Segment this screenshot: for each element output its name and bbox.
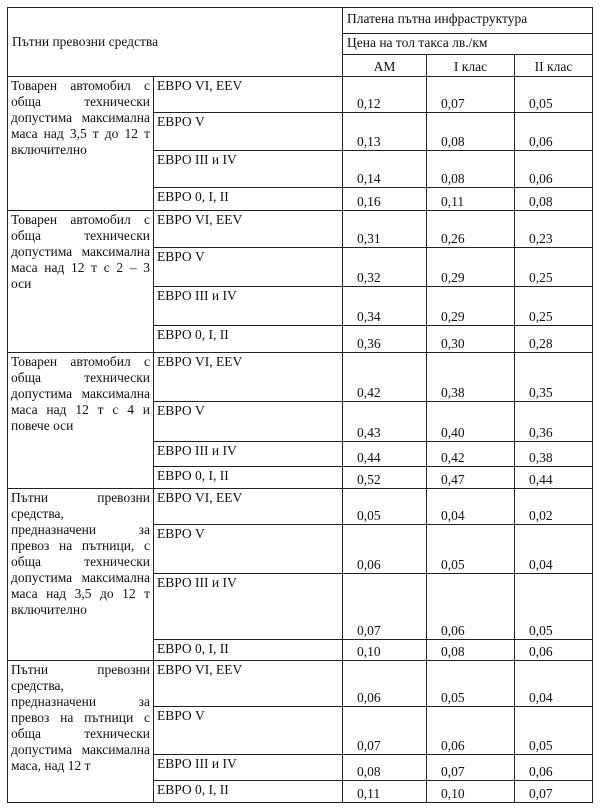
- price-am: 0,43: [343, 402, 427, 442]
- emission-norm: ЕВРО 0, I, II: [154, 781, 343, 803]
- price-class-2: 0,38: [515, 442, 593, 467]
- emission-norm: ЕВРО 0, I, II: [154, 467, 343, 489]
- price-class-2: 0,05: [515, 574, 593, 640]
- emission-norm: ЕВРО VI, EEV: [154, 353, 343, 402]
- price-class-2: 0,04: [515, 661, 593, 707]
- price-class-2: 0,05: [515, 707, 593, 755]
- price-class-1: 0,10: [427, 781, 515, 803]
- price-am: 0,42: [343, 353, 427, 402]
- price-am: 0,13: [343, 113, 427, 151]
- table-body: [8, 77, 593, 803]
- price-am: 0,08: [343, 755, 427, 781]
- toll-table: [7, 7, 593, 803]
- price-class-2: 0,07: [515, 781, 593, 803]
- price-class-2: 0,06: [515, 640, 593, 661]
- price-class-2: 0,08: [515, 188, 593, 211]
- header-paid-infrastructure: Платена пътна инфраструктура: [343, 8, 593, 34]
- emission-norm: ЕВРО III и IV: [154, 755, 343, 781]
- price-class-2: 0,25: [515, 287, 593, 326]
- price-class-2: 0,23: [515, 211, 593, 248]
- price-class-2: 0,44: [515, 467, 593, 489]
- price-am: 0,36: [343, 326, 427, 353]
- price-am: 0,07: [343, 707, 427, 755]
- emission-norm: ЕВРО III и IV: [154, 442, 343, 467]
- emission-norm: ЕВРО V: [154, 248, 343, 287]
- price-am: 0,44: [343, 442, 427, 467]
- price-am: 0,31: [343, 211, 427, 248]
- price-am: 0,32: [343, 248, 427, 287]
- emission-norm: ЕВРО V: [154, 402, 343, 442]
- price-class-2: 0,04: [515, 525, 593, 574]
- price-class-1: 0,08: [427, 113, 515, 151]
- emission-norm: ЕВРО VI, EEV: [154, 211, 343, 248]
- emission-norm: ЕВРО V: [154, 113, 343, 151]
- price-class-1: 0,11: [427, 188, 515, 211]
- vehicle-category: Пътни превозни средства, предназначени за превоз на пътници, с обща технически допустима максимална маса над 3,5 до 12 т включително: [8, 489, 154, 661]
- emission-norm: ЕВРО V: [154, 525, 343, 574]
- price-class-2: 0,28: [515, 326, 593, 353]
- emission-norm: ЕВРО III и IV: [154, 574, 343, 640]
- price-class-2: 0,36: [515, 402, 593, 442]
- price-am: 0,16: [343, 188, 427, 211]
- emission-norm: ЕВРО VI, EEV: [154, 489, 343, 525]
- price-class-1: 0,08: [427, 151, 515, 188]
- table-row: [8, 489, 593, 525]
- price-am: 0,14: [343, 151, 427, 188]
- price-am: 0,10: [343, 640, 427, 661]
- price-class-1: 0,07: [427, 755, 515, 781]
- header-col-class-2: II клас: [515, 55, 593, 77]
- emission-norm: ЕВРО 0, I, II: [154, 326, 343, 353]
- vehicle-category: Пътни превозни средства, предназначени за превоз на пътници с обща технически допустима максимална маса, над 12 т: [8, 661, 154, 803]
- price-am: 0,06: [343, 525, 427, 574]
- header-col-am: АМ: [343, 55, 427, 77]
- emission-norm: ЕВРО 0, I, II: [154, 188, 343, 211]
- price-class-1: 0,38: [427, 353, 515, 402]
- table-row: [8, 353, 593, 402]
- price-class-1: 0,06: [427, 574, 515, 640]
- price-class-2: 0,06: [515, 151, 593, 188]
- price-am: 0,34: [343, 287, 427, 326]
- price-class-2: 0,02: [515, 489, 593, 525]
- price-am: 0,05: [343, 489, 427, 525]
- price-class-1: 0,29: [427, 287, 515, 326]
- price-am: 0,07: [343, 574, 427, 640]
- header-vehicles: Пътни превозни средства: [8, 8, 343, 77]
- emission-norm: ЕВРО VI, EEV: [154, 661, 343, 707]
- price-class-1: 0,40: [427, 402, 515, 442]
- price-class-2: 0,06: [515, 755, 593, 781]
- vehicle-category: Товарен автомобил с обща технически допустима максимална маса над 12 т с 2 – 3 оси: [8, 211, 154, 353]
- price-class-1: 0,06: [427, 707, 515, 755]
- price-class-2: 0,35: [515, 353, 593, 402]
- emission-norm: ЕВРО VI, EEV: [154, 77, 343, 113]
- price-class-1: 0,47: [427, 467, 515, 489]
- price-class-2: 0,06: [515, 113, 593, 151]
- price-class-1: 0,42: [427, 442, 515, 467]
- price-class-1: 0,29: [427, 248, 515, 287]
- header-col-class-1: I клас: [427, 55, 515, 77]
- price-am: 0,52: [343, 467, 427, 489]
- vehicle-category: Товарен автомобил с обща технически допустима максимална маса над 12 т с 4 и повече оси: [8, 353, 154, 489]
- price-class-1: 0,07: [427, 77, 515, 113]
- emission-norm: ЕВРО III и IV: [154, 287, 343, 326]
- price-class-1: 0,30: [427, 326, 515, 353]
- price-class-2: 0,05: [515, 77, 593, 113]
- price-am: 0,12: [343, 77, 427, 113]
- table-row: [8, 661, 593, 707]
- emission-norm: ЕВРО V: [154, 707, 343, 755]
- emission-norm: ЕВРО 0, I, II: [154, 640, 343, 661]
- price-am: 0,06: [343, 661, 427, 707]
- table-row: [8, 211, 593, 248]
- price-am: 0,11: [343, 781, 427, 803]
- price-class-1: 0,05: [427, 525, 515, 574]
- emission-norm: ЕВРО III и IV: [154, 151, 343, 188]
- vehicle-category: Товарен автомобил с обща технически допустима максимална маса над 3,5 т до 12 т включително: [8, 77, 154, 211]
- price-class-1: 0,08: [427, 640, 515, 661]
- header-toll-price: Цена на тол такса лв./км: [343, 34, 593, 55]
- price-class-1: 0,05: [427, 661, 515, 707]
- price-class-1: 0,26: [427, 211, 515, 248]
- price-class-1: 0,04: [427, 489, 515, 525]
- table-row: [8, 77, 593, 113]
- price-class-2: 0,25: [515, 248, 593, 287]
